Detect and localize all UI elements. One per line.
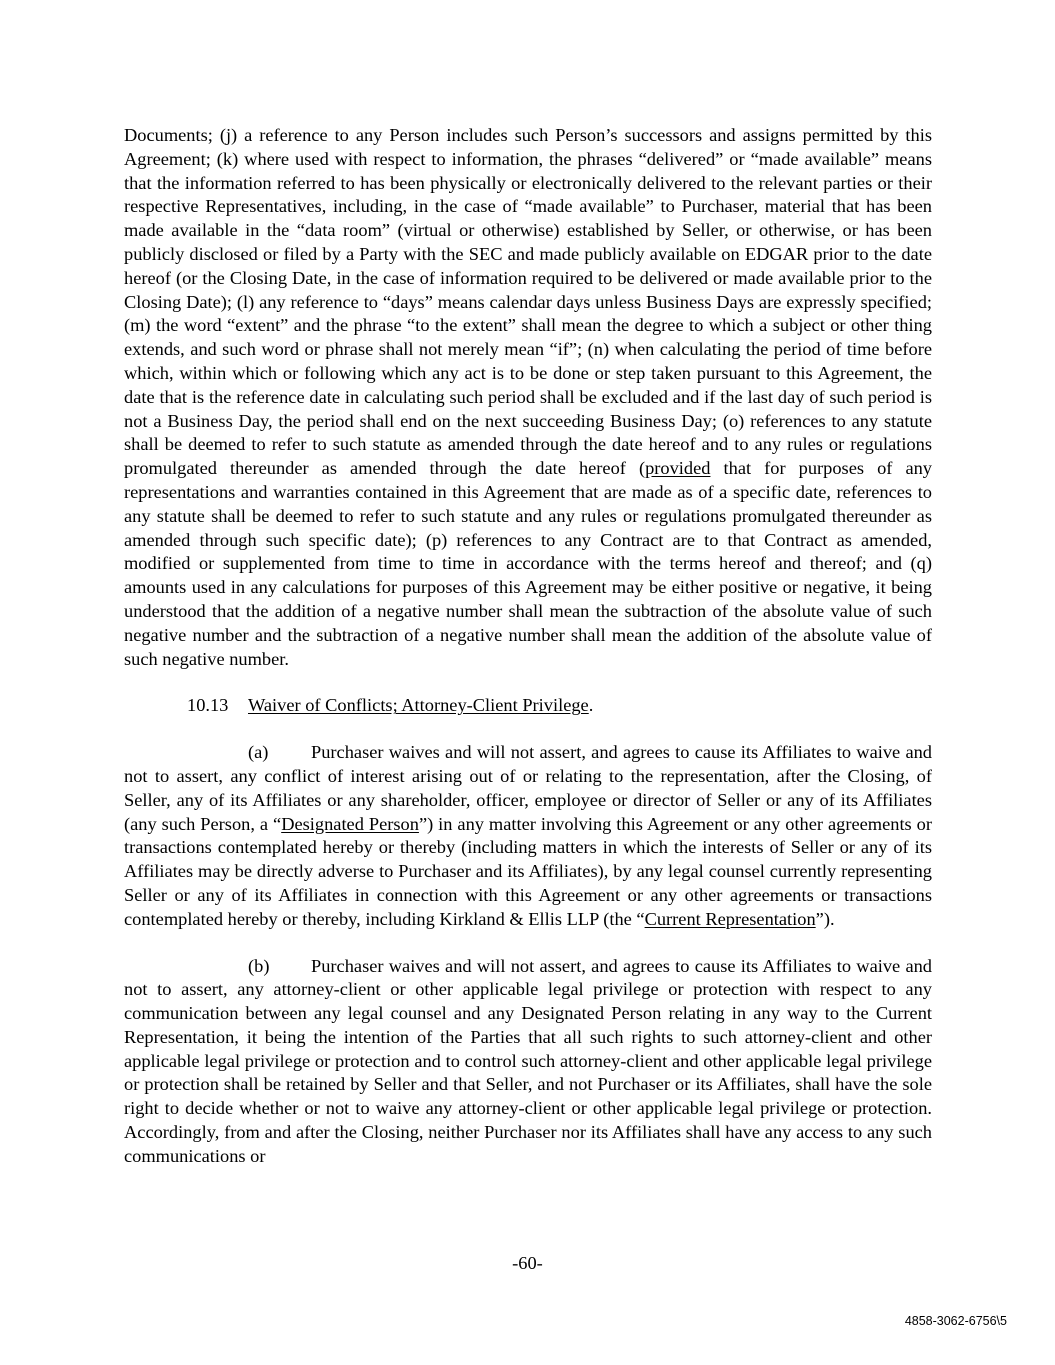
section-title-end: . bbox=[588, 695, 594, 716]
underlined-provided: provided bbox=[645, 458, 711, 479]
subsection-b bbox=[124, 955, 932, 1169]
page-number: -60- bbox=[512, 1253, 543, 1273]
section-title: Waiver of Conflicts; Attorney-Client Privilege bbox=[248, 695, 589, 716]
subsection-a-label: (a) bbox=[248, 742, 269, 763]
continued-paragraph bbox=[124, 124, 932, 671]
continued-text-before: Documents; (j) a reference to any Person includes such Person’s successors and assigns permitted by this Agreement; (k) where used with respect to information, the phrases “delivered” or “made available” means that the information referred to has been physically or electronically delivered to the relevant parties or their respective Representatives, including, in the case of “made available” to Purchaser, material that has been made available in the “data room” (virtual or otherwise) established by Seller, or otherwise, or has been publicly disclosed or filed by a Party with the SEC and made publicly available on EDGAR prior to the date hereof (or the Closing Date, in the case of information required to be delivered or made available prior to the Closing Date); (l) any reference to “days” means calendar days unless Business Days are expressly specified; (m) the word “extent” and the phrase “to the extent” shall mean the degree to which a subject or other thing extends, and such word or phrase shall not merely mean “if”; (n) when calculating the period of time before which, within which or following which any act is to be done or step taken pursuant to this Agreement, the date that is the reference date in calculating such period shall be excluded and if the last day of such period is not a Business Day, the period shall end on the next succeeding Business Day; (o) references to any statute shall be deemed to refer to such statute as amended through the date hereof and to any rules or regulations promulgated thereunder as amended through the date hereof ( bbox=[124, 125, 932, 479]
defined-term-designated-person: Designated Person bbox=[281, 813, 419, 834]
document-body bbox=[124, 124, 932, 1192]
subsection-b-text: Purchaser waives and will not assert, and agrees to cause its Affiliates to waive and not to assert, any attorney-client or other applicable legal privilege or protection with respect to any communication between any legal counsel and any Designated Person relating in any way to the Current Representation, it being the intention of the Parties that all such rights to such attorney-client and other applicable legal privilege or protection and to control such attorney-client and other applicable legal privilege or protection shall be retained by Seller and that Seller, and not Purchaser or its Affiliates, shall have the sole right to decide whether or not to waive any attorney-client or other applicable legal privilege or protection. Accordingly, from and after the Closing, neither Purchaser nor its Affiliates shall have any access to any such communications or bbox=[124, 955, 932, 1166]
subsection-a bbox=[124, 741, 932, 931]
section-number: 10.13 bbox=[187, 695, 229, 716]
section-heading bbox=[187, 694, 932, 718]
subsection-a-text-3: ”). bbox=[815, 908, 835, 929]
continued-text-after: that for purposes of any representations and warranties contained in this Agreement that are made as of a specific date, references to any statute shall be deemed to refer to such statute and any rules or regulations promulgated thereunder as amended through such specific date); (p) references to any Contract are to that Contract as amended, modified or supplemented from time to time in accordance with the terms hereof and thereof; and (q) amounts used in any calculations for purposes of this Agreement may be either positive or negative, it being understood that the addition of a negative number shall mean the subtraction of the absolute value of such negative number and the subtraction of a negative number shall mean the addition of the absolute value of such negative number. bbox=[124, 458, 933, 669]
document-id: 4858-3062-6756\5 bbox=[904, 1314, 1007, 1328]
subsection-a-text-1: Purchaser waives and will not assert, and agrees to cause its Affiliates to waive and not to assert, any conflict of interest arising out of or relating to the representation, after the Closing, of Seller, any of its Affiliates or any shareholder, officer, employee or director of Seller or any of its Affiliates (any such Person, a “ bbox=[124, 742, 932, 834]
subsection-a-text-2: ”) in any matter involving this Agreement or any other agreements or transactions contemplated hereby or thereby (including matters in which the interests of Seller or any of its Affiliates may be directly adverse to Purchaser and its Affiliates), by any legal counsel currently representing Seller or any of its Affiliates in connection with this Agreement or any other agreements or transactions contemplated hereby or thereby, including Kirkland & Ellis LLP (the “ bbox=[124, 813, 932, 929]
subsection-b-label: (b) bbox=[248, 955, 270, 976]
defined-term-current-representation: Current Representation bbox=[644, 908, 816, 929]
